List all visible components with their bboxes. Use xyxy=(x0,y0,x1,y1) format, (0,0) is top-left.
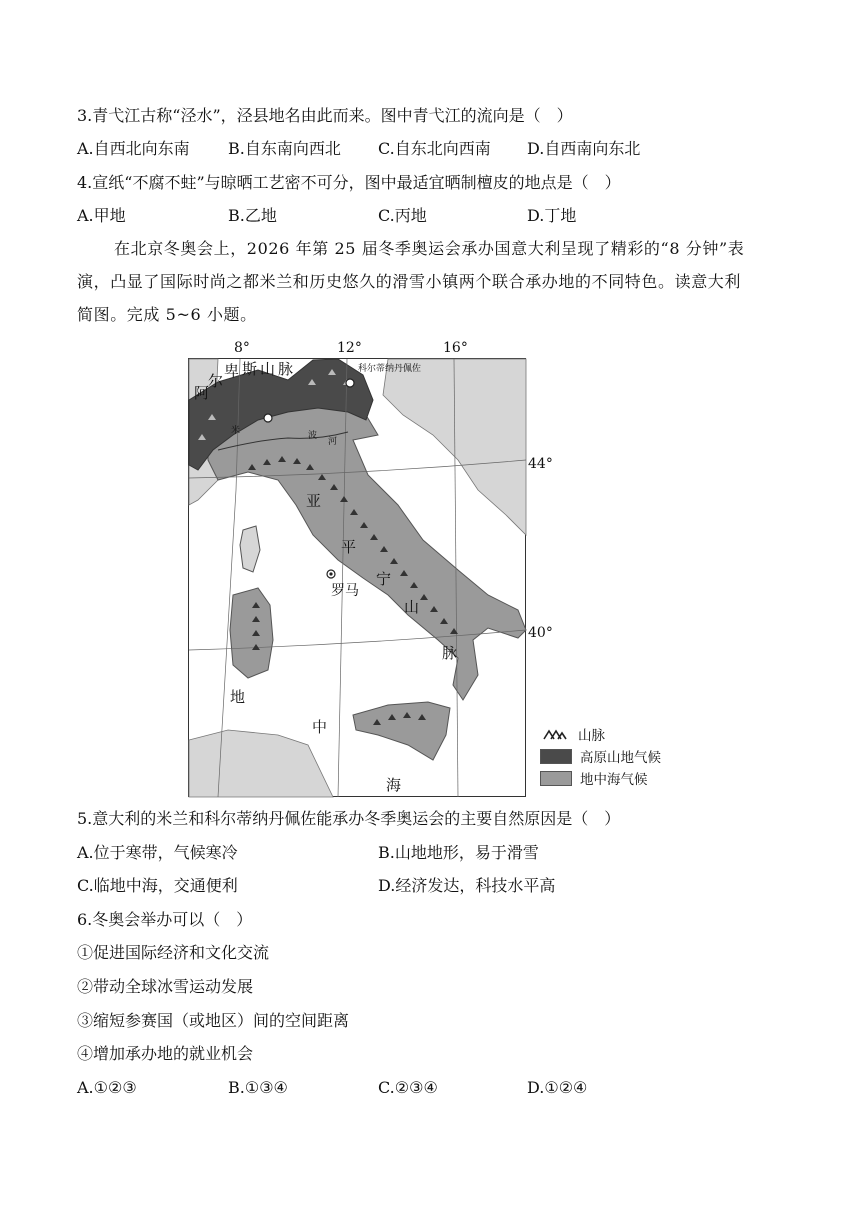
alps-label-4: 斯 xyxy=(242,360,258,378)
q6-item-2: ②带动全球冰雪运动发展 xyxy=(77,977,254,996)
apennines-label-4: 山 xyxy=(404,598,420,616)
cortina-label: 科尔蒂纳丹佩佐 xyxy=(358,364,422,374)
cortina-dot xyxy=(346,379,354,387)
alpine-swatch xyxy=(540,749,572,764)
q6-option-b: B.①③④ xyxy=(228,1078,288,1097)
q3-option-c: C.自东北向西南 xyxy=(378,139,491,158)
sea-label-1: 地 xyxy=(230,688,246,706)
apennines-label-5: 脉 xyxy=(442,644,458,662)
q4-option-c: C.丙地 xyxy=(378,206,427,225)
legend-mediterranean-label: 地中海气候 xyxy=(580,772,648,788)
alps-label-5: 山 xyxy=(260,360,276,378)
rome-label: 罗马 xyxy=(331,583,359,599)
milan-label: 米 xyxy=(231,426,241,436)
intro-line-1: 在北京冬奥会上，2026 年第 25 届冬季奥运会承办国意大利呈现了精彩的“8 分钟”表 xyxy=(114,239,745,258)
q6-option-a: A.①②③ xyxy=(77,1078,137,1097)
latitude-40: 40° xyxy=(528,625,553,641)
apennines-label-3: 宁 xyxy=(376,570,392,588)
longitude-16: 16° xyxy=(443,340,468,356)
intro-line-2: 演，凸显了国际时尚之都米兰和历史悠久的滑雪小镇两个联合承办地的不同特色。读意大利 xyxy=(77,272,742,291)
q6-item-3: ③缩短参赛国（或地区）间的空间距离 xyxy=(77,1011,350,1030)
latitude-44: 44° xyxy=(528,456,553,472)
q4-stem: 4.宣纸“不腐不蛀”与晾晒工艺密不可分，图中最适宜晒制檀皮的地点是（ ） xyxy=(77,173,621,192)
legend-alpine-label: 高原山地气候 xyxy=(580,750,661,766)
apennines-label-2: 平 xyxy=(341,538,357,556)
q6-item-1: ①促进国际经济和文化交流 xyxy=(77,943,270,962)
longitude-8: 8° xyxy=(234,340,250,356)
alps-label-3: 卑 xyxy=(224,362,240,380)
legend-alpine xyxy=(540,745,661,767)
q3-option-b: B.自东南向西北 xyxy=(228,139,341,158)
po-label-2: 河 xyxy=(328,437,338,447)
sardinia xyxy=(230,588,273,678)
intro-paragraph xyxy=(77,232,783,331)
mediterranean-swatch xyxy=(540,771,572,786)
q4-option-b: B.乙地 xyxy=(228,206,277,225)
q5-option-a: A.位于寒带，气候寒冷 xyxy=(77,843,238,862)
q3-option-a: A.自西北向东南 xyxy=(77,139,190,158)
q5-stem: 5.意大利的米兰和科尔蒂纳丹佩佐能承办冬季奥运会的主要自然原因是（ ） xyxy=(77,809,621,828)
legend-mountain-label: 山脉 xyxy=(578,728,605,744)
sea-label-2: 中 xyxy=(312,718,328,736)
alps-label-1: 阿 xyxy=(194,384,210,402)
longitude-12: 12° xyxy=(337,340,362,356)
milan-dot xyxy=(264,414,272,422)
legend-mountain xyxy=(540,723,661,745)
mountain-icon xyxy=(540,728,570,740)
q6-option-d: D.①②④ xyxy=(527,1078,588,1097)
map-legend xyxy=(540,723,661,789)
q6-item-4: ④增加承办地的就业机会 xyxy=(77,1044,254,1063)
q6-stem: 6.冬奥会举办可以（ ） xyxy=(77,910,253,929)
q4-option-a: A.甲地 xyxy=(77,206,126,225)
q3-stem: 3.青弋江古称“泾水”，泾县地名由此而来。图中青弋江的流向是（ ） xyxy=(77,106,573,125)
legend-mediterranean xyxy=(540,767,661,789)
q5-option-d: D.经济发达，科技水平高 xyxy=(378,876,556,895)
q3-option-d: D.自西南向东北 xyxy=(527,139,641,158)
po-label-1: 波 xyxy=(308,431,318,441)
q5-option-b: B.山地地形，易于滑雪 xyxy=(378,843,539,862)
apennines-label-1: 亚 xyxy=(306,492,322,510)
alps-label-6: 脉 xyxy=(278,360,294,378)
q6-option-c: C.②③④ xyxy=(378,1078,438,1097)
q4-option-d: D.丁地 xyxy=(527,206,577,225)
italy-map xyxy=(188,340,528,798)
intro-line-3: 简图。完成 5~6 小题。 xyxy=(77,305,257,324)
q5-option-c: C.临地中海，交通便利 xyxy=(77,876,238,895)
sea-label-3: 海 xyxy=(386,776,402,794)
alps-label-2: 尔 xyxy=(208,372,224,390)
